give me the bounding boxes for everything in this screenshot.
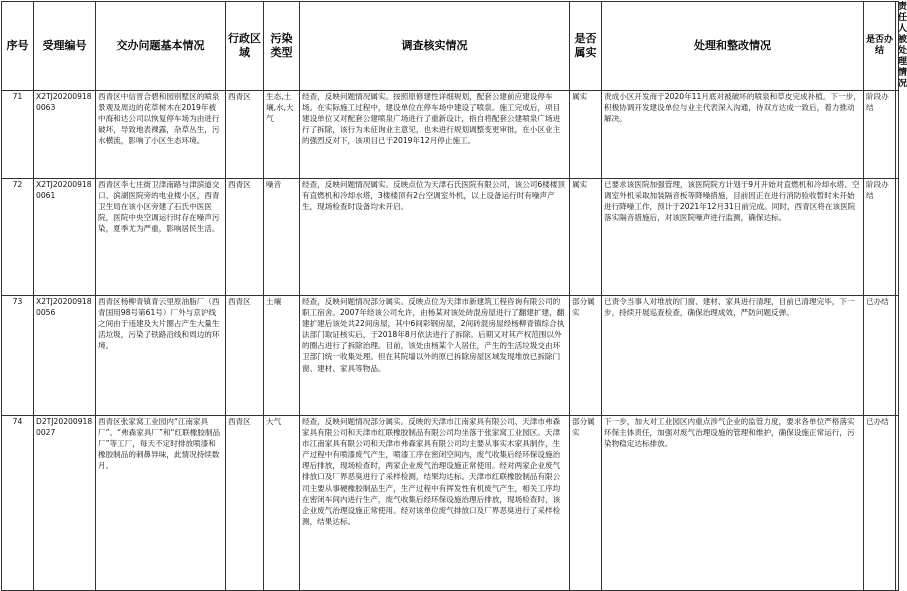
- cell-handling: 已责令当事人对堆放的门窗、建材、家具进行清理，目前已清理完毕，下一步，持续开展巡查检查，确保治理成效，严防问题反弹。: [602, 296, 864, 416]
- table-row: [2, 91, 899, 179]
- cell-code: X2TJ202009180061: [34, 179, 96, 296]
- header-summary: 交办问题基本情况: [96, 2, 226, 91]
- cell-summary: 西青区李七庄街卫津南路与津滨道交口、滨湖医院旁的电业楼小区，西青卫生局在该小区旁建了石氏中医医院，医院中央空调运行时存在噪声污染，夏季尤为严重，影响居民生活。: [96, 179, 226, 296]
- cell-handling: 责成小区开发商于2020年11月底对被破坏的喷泉和草皮完成补植。下一步，积极协调开发建设单位与业主代表深入沟通，待双方达成一致后，着力推动解决。: [602, 91, 864, 179]
- cell-handling: 下一步，加大对工业园区内重点涉气企业的监管力度，要求各单位严格落实环保主体责任，加强对废气治理设施的管理和维护，确保设施正常运行，污染物稳定达标排放。: [602, 416, 864, 591]
- header-seq: 序号: [2, 2, 34, 91]
- cell-responsible: [896, 296, 899, 416]
- complaint-table: [1, 1, 907, 591]
- cell-verified: 部分属实: [570, 416, 602, 591]
- cell-code: X2TJ202009180063: [34, 91, 96, 179]
- cell-done: 已办结: [864, 296, 896, 416]
- cell-responsible: [896, 179, 899, 296]
- table-row: [2, 179, 899, 296]
- cell-seq: 71: [2, 91, 34, 179]
- header-pollution: 污染类型: [264, 2, 300, 91]
- cell-pollution: 大气: [264, 416, 300, 591]
- cell-seq: 74: [2, 416, 34, 591]
- table-row: [2, 416, 899, 591]
- header-code: 受理编号: [34, 2, 96, 91]
- header-district: 行政区域: [226, 2, 264, 91]
- header-responsible: 责任人被处理情况: [896, 2, 899, 91]
- cell-responsible: [896, 416, 899, 591]
- header-verified: 是否属实: [570, 2, 602, 91]
- cell-investigation: 经查，反映问题情况部分属实。反映点位为天津市新建筑工程咨询有限公司的职工宿舍。2007年经该公司允许，由杨某对该处砖混房屋进行了翻建扩建，翻建扩建后该处共22间房屋，其中6间彩钢房屋，2间砖混房屋经杨柳青镇综合执法部门取证核实后，于2018年8月依法进行了拆除。后期又对其产权范围以外的圈占进行了拆除治理。目前，该处由杨某个人居住，产生的生活垃圾交由环卫部门统一收集处理。但在其院墙以外的原已拆除房屋区域发现堆放已拆除门窗、建材、家具等物品。: [300, 296, 570, 416]
- cell-code: D2TJ202009180027: [34, 416, 96, 591]
- cell-verified: 属实: [570, 179, 602, 296]
- cell-district: 西青区: [226, 296, 264, 416]
- cell-pollution: 生态,土壤,水,大气: [264, 91, 300, 179]
- cell-investigation: 经查，反映问题情况部分属实。反映的天津市江南家具有限公司、天津市弗森家具有限公司和天津市红联橡胶制品有限公司均坐落于张家窝工业园区。天津市江南家具有限公司和天津市弗森家具有限公司均主要从事实木家具制作，生产过程中有喷漆废气产生，喷漆工序在密闭空间内，废气收集后经环保设施治理后排放，现场检查时，两家企业废气治理设施正常使用。经对两家企业废气排放口及厂界恶臭进行了采样检测，结果均达标。天津市红联橡胶制品有限公司主要从事硬橡胶制品生产，生产过程中有挥发性有机废气产生，相关工序均在密闭车间内进行生产，废气收集后经环保设施治理后排放，现场检查时，该企业废气治理设施正常使用。经对该单位废气排放口及厂界恶臭进行了采样检测，结果达标。: [300, 416, 570, 591]
- cell-handling: 已要求该医院加强管理，该医院院方计划于9月开始对直燃机和冷却水塔、空调室外机采取加装隔音板等降噪措施，目前因正在进行消防验收暂时未开始进行降噪工作，预计于2021年12月31日前完成。同时，西青区将在该医院落实隔音措施后，对该医院噪声进行监测，确保达标。: [602, 179, 864, 296]
- cell-verified: 部分属实: [570, 296, 602, 416]
- cell-done: 阶段办结: [864, 91, 896, 179]
- cell-code: X2TJ202009180056: [34, 296, 96, 416]
- cell-summary: 西青区杨柳青镇青云里原油脂厂（西青国用98号第61号）厂外与京沪线之间由于违建及大片圈占产生大量生活垃圾，污染了铁路沿线和周边的环境。: [96, 296, 226, 416]
- header-row: [2, 2, 899, 91]
- cell-investigation: 经查，反映问题情况属实。按照原修建性详细规划，配套公建前应建设停车场。在实际施工过程中，建设单位在停车场中建设了喷泉。施工完成后，项目建设单位又对配套公建喷泉广场进行了重新设计，指自将配套公建喷泉广场进行了拆除，该行为未征询业主意见，也未进行规划调整变更审批，在小区业主的强烈反对下，该项目已于2019年12月停止施工。: [300, 91, 570, 179]
- header-done: 是否办结: [864, 2, 896, 91]
- header-handling: 处理和整改情况: [602, 2, 864, 91]
- cell-responsible: [896, 91, 899, 179]
- cell-summary: 西青区张家窝工业园内“江南家具厂”、“弗森家具厂”和“红联橡胶制品厂”等工厂，每天不定时排放喷漆和橡胶制品的刺鼻异味，此情况持续数月。: [96, 416, 226, 591]
- table-row: [2, 296, 899, 416]
- report-sheet: [0, 1, 907, 567]
- cell-seq: 72: [2, 179, 34, 296]
- cell-verified: 属实: [570, 91, 602, 179]
- cell-seq: 73: [2, 296, 34, 416]
- cell-done: 阶段办结: [864, 179, 896, 296]
- cell-district: 西青区: [226, 179, 264, 296]
- cell-pollution: 噪音: [264, 179, 300, 296]
- cell-summary: 西青区中信晋合碧和园别墅区的喷泉景观及周边的花草树木在2019年被中海和达公司以恢复停车场为由进行破坏，导致地表裸露，杂草丛生，污水横流，影响了小区生态环境。: [96, 91, 226, 179]
- cell-done: 已办结: [864, 416, 896, 591]
- header-investigation: 调查核实情况: [300, 2, 570, 91]
- cell-pollution: 土壤: [264, 296, 300, 416]
- cell-investigation: 经查，反映问题情况属实。反映点位为天津石氏医院有限公司，该公司6楼楼顶有直燃机和冷却水塔，3楼楼顶有2台空调室外机，以上设备运行时有噪声产生，现场检查时设备均未开启。: [300, 179, 570, 296]
- cell-district: 西青区: [226, 91, 264, 179]
- cell-district: 西青区: [226, 416, 264, 591]
